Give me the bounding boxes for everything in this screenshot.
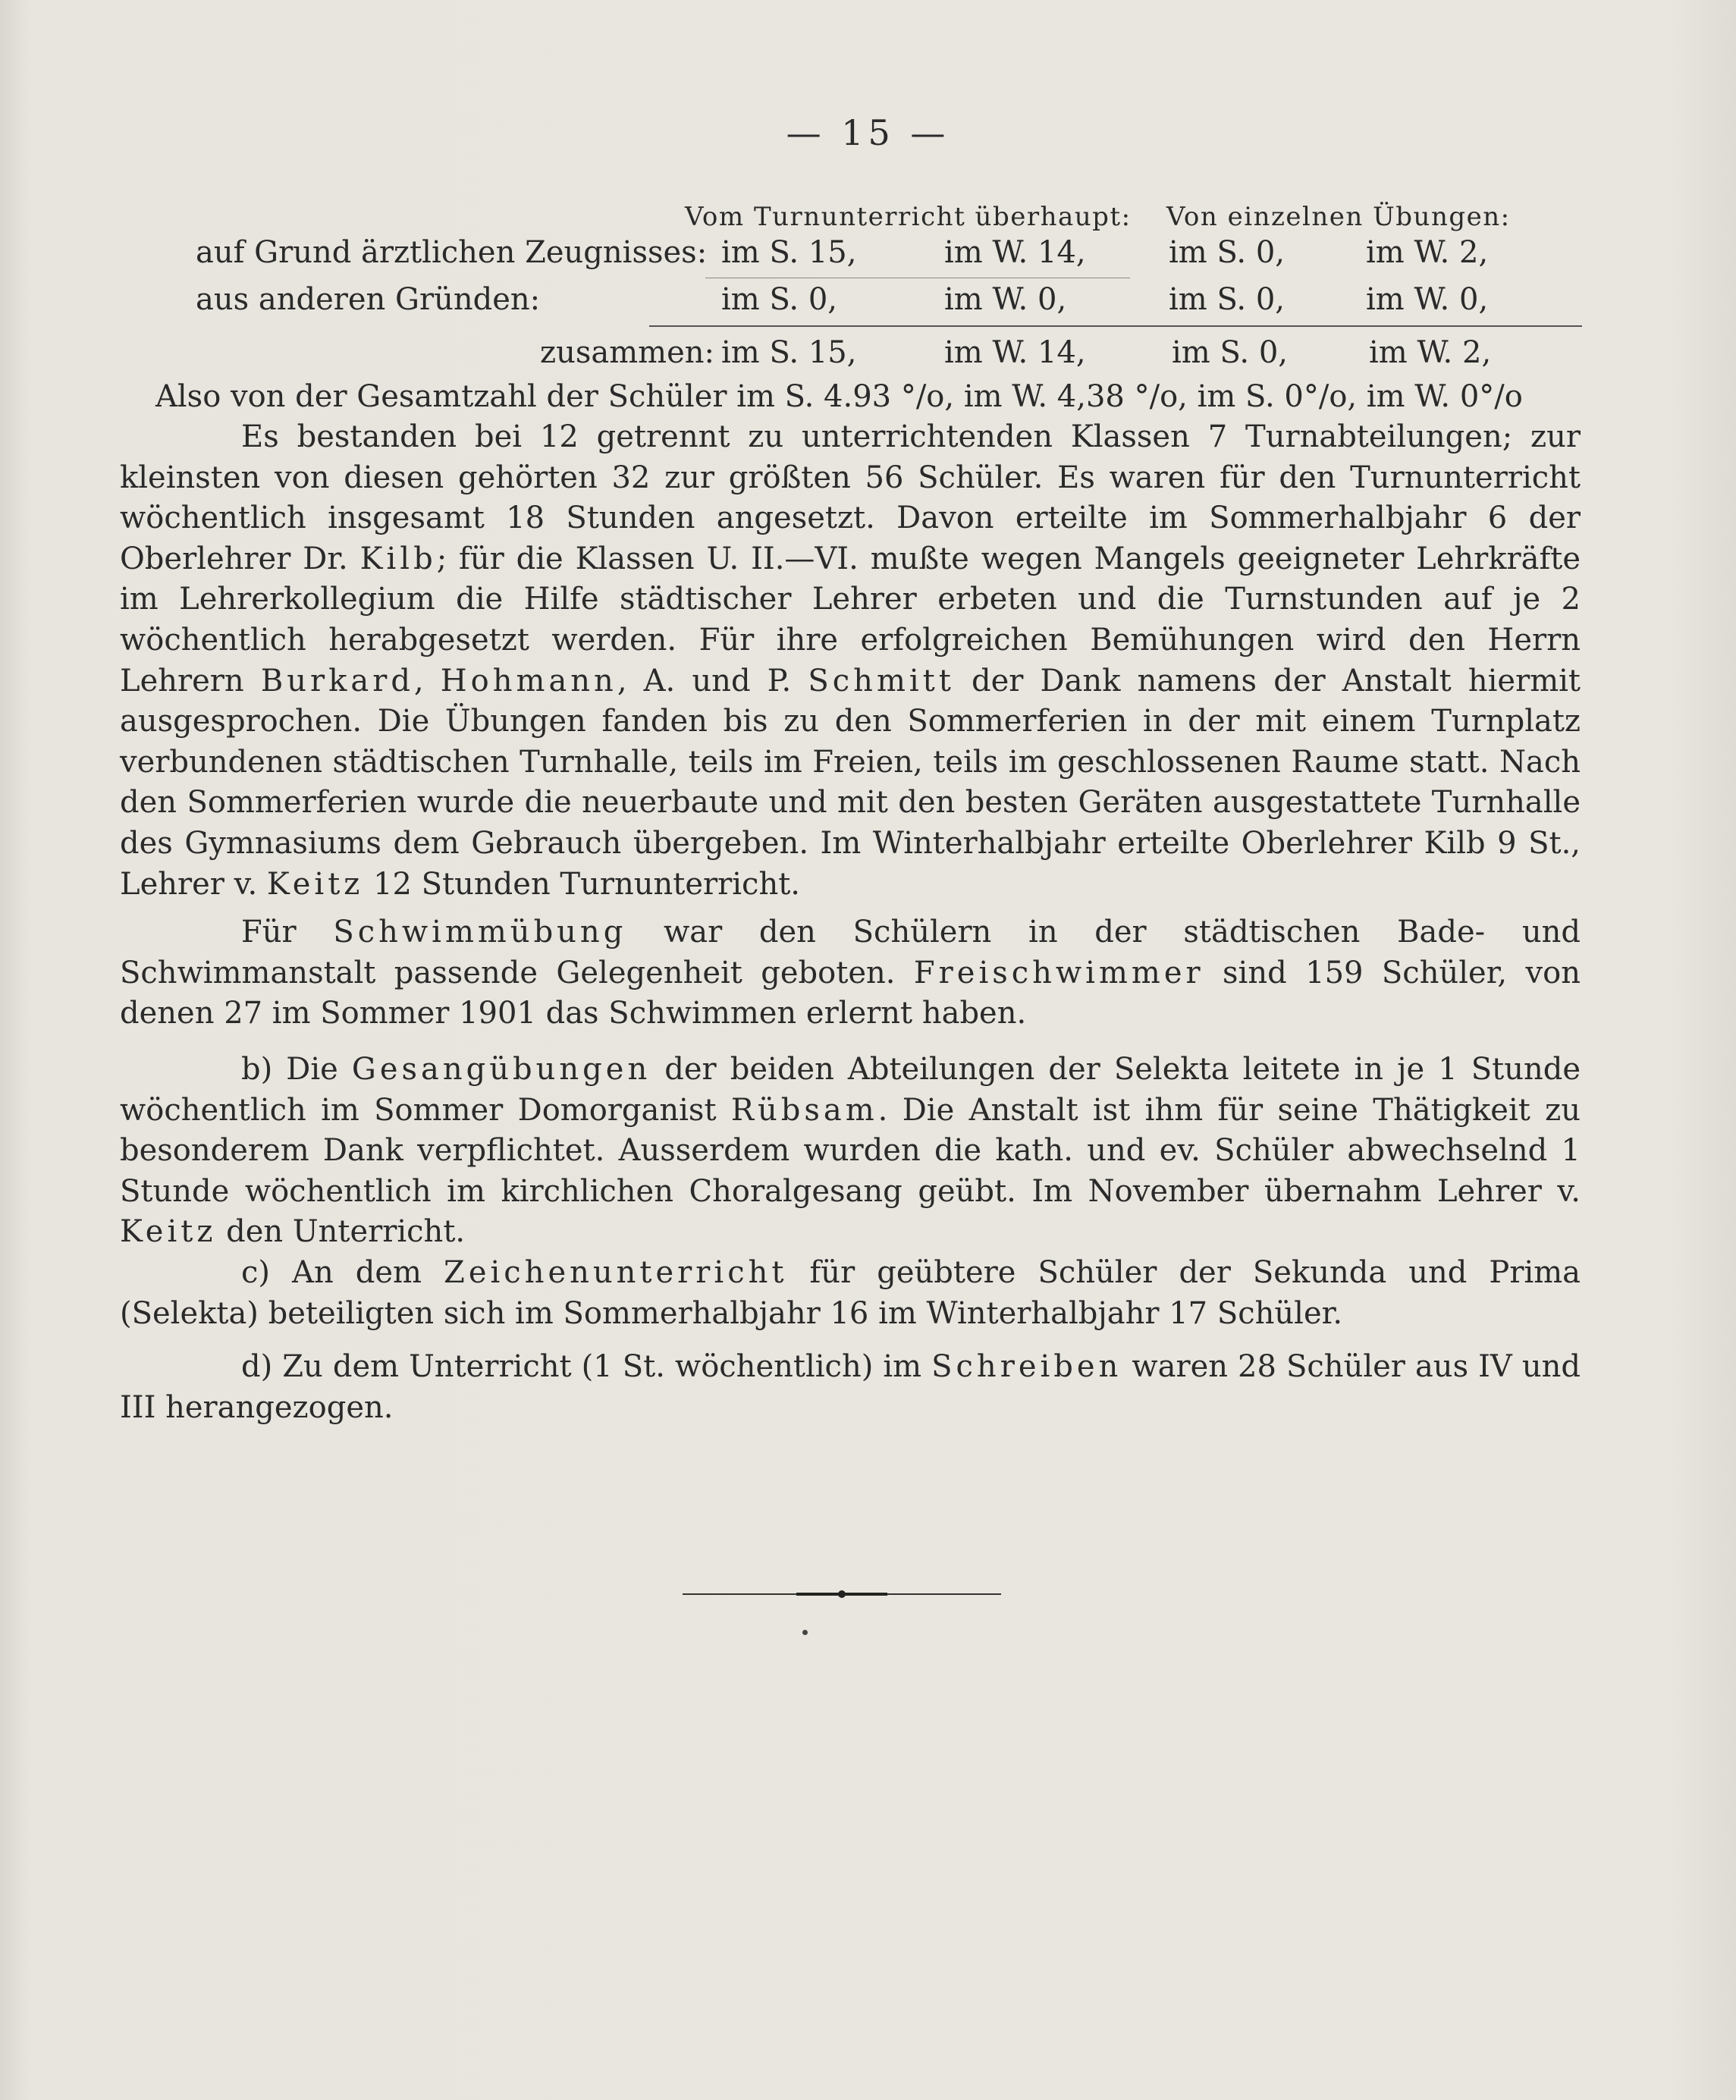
stray-dot bbox=[802, 1630, 808, 1635]
row3-w1: im W. 14, bbox=[944, 335, 1086, 370]
row1-s2: im S. 0, bbox=[1169, 235, 1286, 270]
sum-rule bbox=[649, 325, 1582, 327]
row1-s1: im S. 15, bbox=[721, 235, 857, 270]
ornament-divider bbox=[683, 1587, 1001, 1602]
paragraph-gymnastics: Es bestanden bei 12 getrennt zu unterrichtenden Klassen 7 Turnabteilungen; zur kleinsten von diesen gehörten 32 zur größten 56 Schüler. Es waren für den Turnunterricht wöchentlich insgesamt 18 Stunden angesetzt. Davon erteilte im Sommerhalbjahr 6 der Oberlehrer Dr. Kilb; für die Klassen U. II.—VI. mußte wegen Mangels geeigneter Lehrkräfte im Lehrerkollegium die Hilfe städtischer Lehrer erbeten und die Turnstunden auf je 2 wöchentlich herabgesetzt werden. Für ihre erfolgreichen Bemühungen wird den Herrn Lehrern Burkard, Hohmann, A. und P. Schmitt der Dank namens der Anstalt hiermit ausgesprochen. Die Übungen fanden bis zu den Sommerferien in der mit einem Turnplatz verbundenen städtischen Turnhalle, teils im Freien, teils im geschlossenen Raume statt. Nach den Sommerferien wurde die neuerbaute und mit den besten Geräten ausgestattete Turnhalle des Gymnasiums dem Gebrauch übergeben. Im Winterhalbjahr erteilte Oberlehrer Kilb 9 St., Lehrer v. Keitz 12 Stunden Turnunterricht. bbox=[120, 419, 1581, 902]
row-label-total: zusammen: bbox=[540, 335, 714, 370]
paragraph-singing: b) Die Gesangübungen der beiden Abteilungen der Selekta leitete in je 1 Stunde wöchentlich im Sommer Domorganist Rübsam. Die Anstalt ist ihm für seine Thätigkeit zu besonderem Dank verpflichtet. Ausserdem wurden die kath. und ev. Schüler abwechselnd 1 Stunde wöchentlich im kirchlichen Choralgesang geübt. Im November übernahm Lehrer v. Keitz den Unterricht. bbox=[120, 1052, 1581, 1250]
row1-w2: im W. 2, bbox=[1366, 235, 1489, 270]
row1-w1: im W. 14, bbox=[944, 235, 1086, 270]
row2-s2: im S. 0, bbox=[1169, 282, 1286, 317]
row-label-medical: auf Grund ärztlichen Zeugnisses: bbox=[196, 235, 708, 270]
row3-w2: im W. 2, bbox=[1369, 335, 1492, 370]
page-number: — 15 — bbox=[786, 112, 950, 153]
row2-w1: im W. 0, bbox=[944, 282, 1067, 317]
paragraph-writing: d) Zu dem Unterricht (1 St. wöchentlich) im Schreiben waren 28 Schüler aus IV und III herangezogen. bbox=[120, 1349, 1581, 1425]
row3-s2: im S. 0, bbox=[1172, 335, 1289, 370]
header-col-overall: Vom Turnunterricht überhaupt: bbox=[685, 202, 1132, 232]
paragraph-drawing: c) An dem Zeichenunterricht für geübtere Schüler der Sekunda und Prima (Selekta) beteiligten sich im Sommerhalbjahr 16 im Winterhalbjahr 17 Schüler. bbox=[120, 1255, 1581, 1331]
summary-line: Also von der Gesamtzahl der Schüler im S. 4.93 °/o, im W. 4,38 °/o, im S. 0°/o, im W. 0°/o bbox=[155, 379, 1523, 414]
paragraph-swimming: Für Schwimmübung war den Schülern in der städtischen Bade- und Schwimmanstalt passende Gelegenheit geboten. Freischwimmer sind 159 Schüler, von denen 27 im Sommer 1901 das Schwimmen erlernt haben. bbox=[120, 915, 1581, 1031]
row2-w2: im W. 0, bbox=[1366, 282, 1489, 317]
row2-s1: im S. 0, bbox=[721, 282, 838, 317]
row-label-other: aus anderen Gründen: bbox=[196, 282, 541, 317]
header-col-exercises: Von einzelnen Übungen: bbox=[1166, 202, 1511, 232]
row3-s1: im S. 15, bbox=[721, 335, 857, 370]
